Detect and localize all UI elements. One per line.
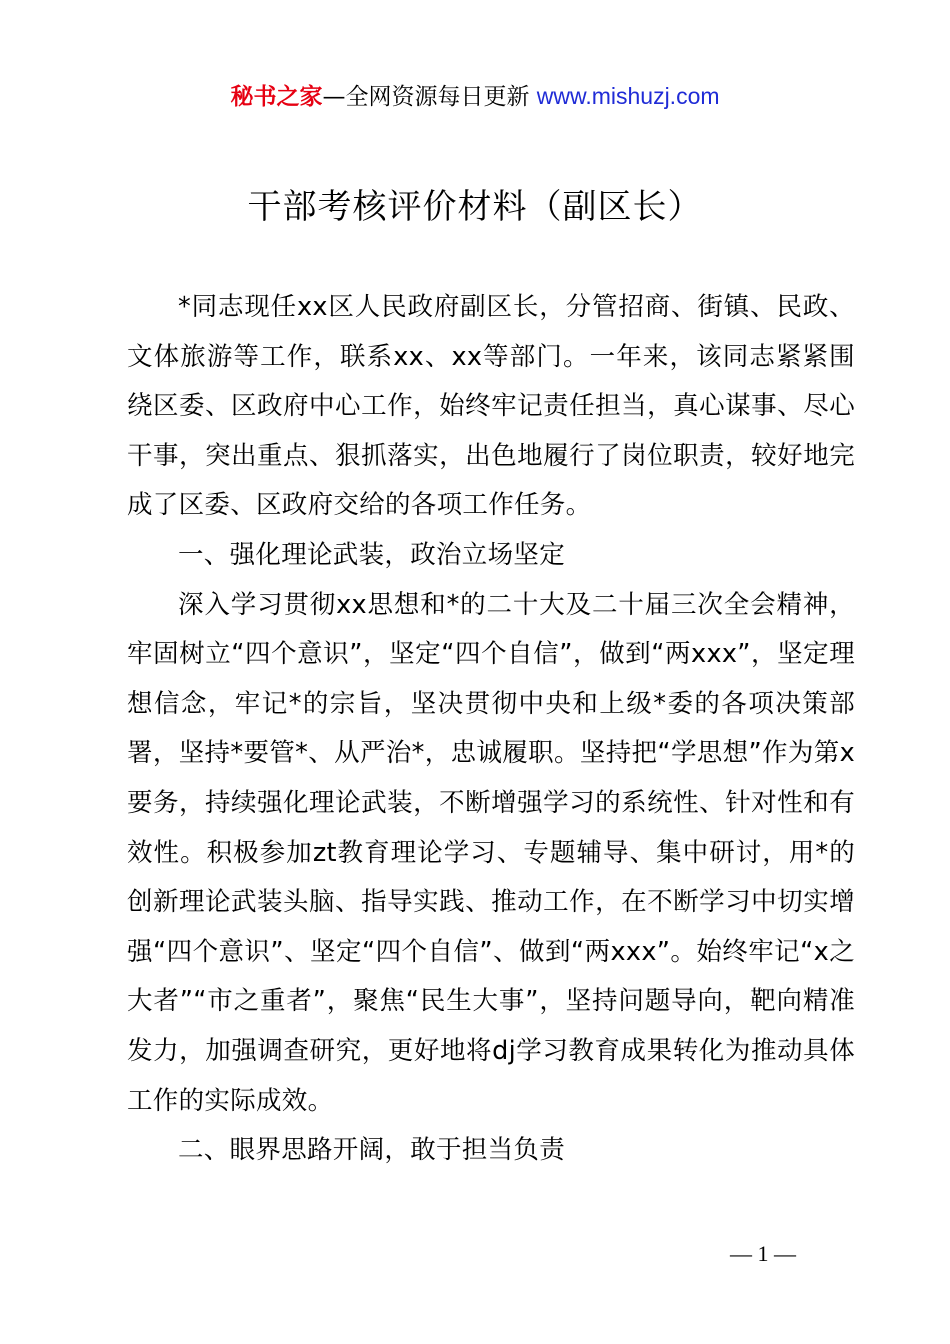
site-brand: 秘书之家 [230, 84, 323, 110]
page-number: — 1 — [730, 1241, 796, 1266]
site-url[interactable]: www.mishuzj.com [536, 83, 720, 109]
site-header [0, 80, 950, 113]
header-dash: — [322, 84, 346, 110]
section-heading-2: 二、眼界思路开阔，敢于担当负责 [178, 1135, 566, 1166]
section-1-paragraph: 深入学习贯彻xx思想和*的二十大及二十届三次全会精神，牢固树立“四个意识”，坚定“四个自信”，做到“两xxx”，坚定理想信念，牢记*的宗旨，坚决贯彻中央和上级*委的各项决策部署，坚持*要管*、从严治*，忠诚履职。坚持把“学思想”作为第x要务，持续强化理论武装，不断增强学习的系统性、针对性和有效性。积极参加zt教育理论学习、专题辅导、集中研讨，用*的创新理论武装头脑、指导实践、推动工作，在不断学习中切实增强“四个意识”、坚定“四个自信”、做到“两xxx”。始终牢记“x之大者”“市之重者”，聚焦“民生大事”，坚持问题导向，靶向精准发力，加强调查研究，更好地将dj学习教育成果转化为推动具体工作的实际成效。 [127, 589, 855, 1116]
section-heading-1: 一、强化理论武装，政治立场坚定 [178, 539, 566, 570]
document-body [127, 283, 855, 1176]
site-slogan: 全网资源每日更新 [345, 84, 530, 110]
intro-paragraph: *同志现任xx区人民政府副区长，分管招商、街镇、民政、文体旅游等工作，联系xx、xx等部门。一年来，该同志紧紧围绕区委、区政府中心工作，始终牢记责任担当，真心谋事、尽心干事，突出重点、狠抓落实，出色地履行了岗位职责，较好地完成了区委、区政府交给的各项工作任务。 [127, 292, 855, 521]
document-title: 干部考核评价材料（副区长） [247, 187, 703, 227]
